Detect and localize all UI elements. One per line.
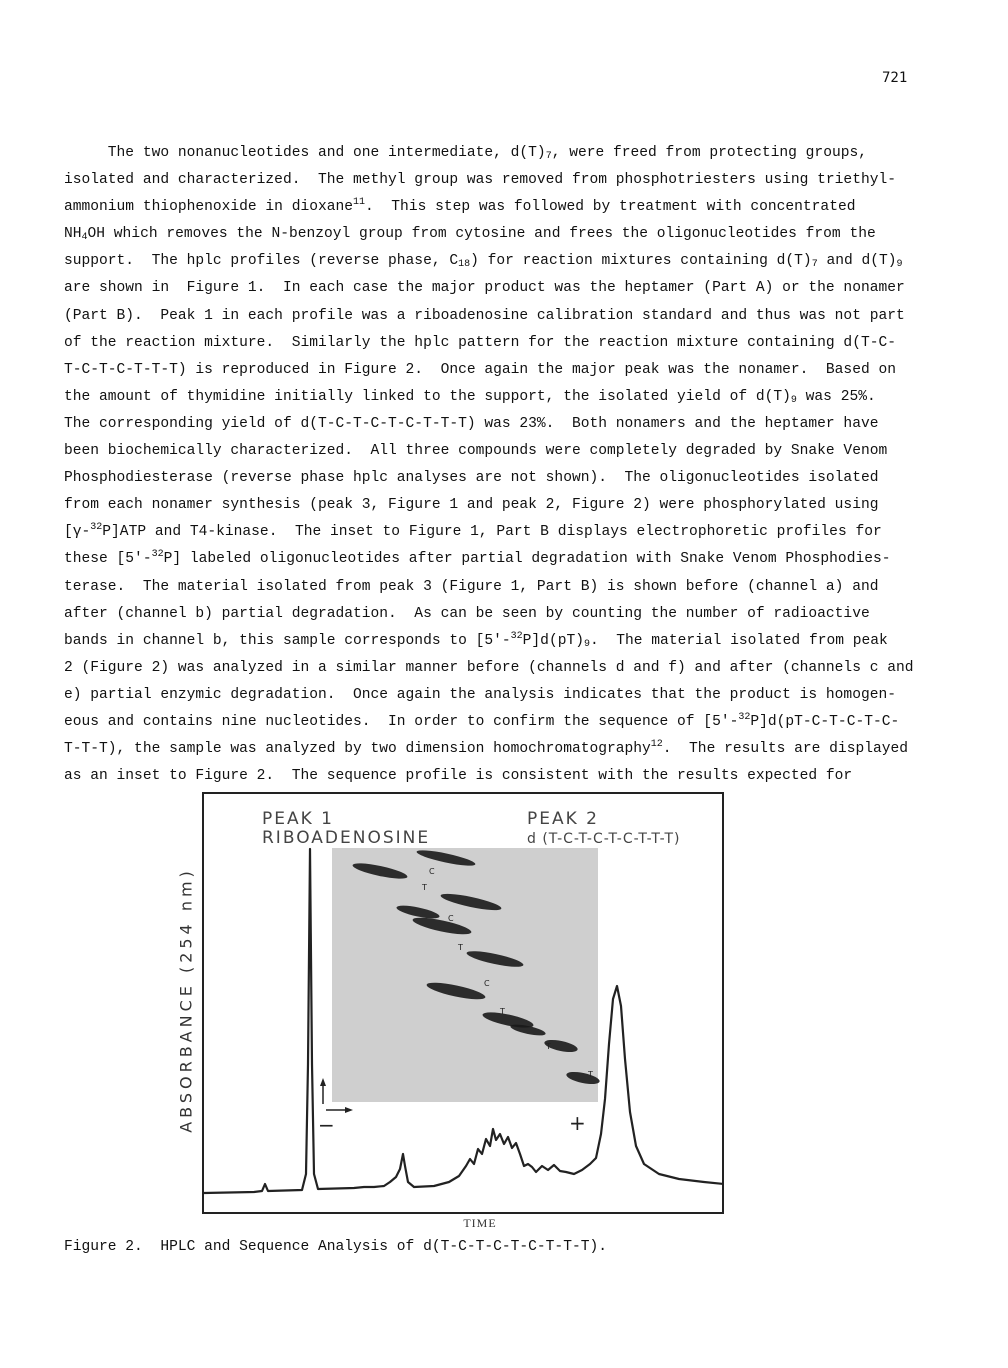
text-segment: ) for reaction mixtures containing d(T): [470, 253, 812, 270]
text-segment: was 25%.: [796, 388, 876, 405]
text-segment: 7: [545, 151, 552, 162]
text-segment: bands in channel b, this sample corresponds to [5'-: [64, 632, 511, 649]
text-segment: T-C-T-C-T-T-T) is reproduced in Figure 2. Once again the major peak was the nonamer. Based on: [64, 361, 896, 378]
text-segment: (Part B). Peak 1 in each profile was a riboadenosine calibration standard and thus was not part: [64, 307, 905, 324]
text-segment: . The material isolated from peak: [590, 632, 888, 649]
text-segment: P]d(pT-C-T-C-T-C-: [750, 713, 900, 730]
text-segment: 9: [583, 638, 590, 650]
text-segment: isolated and characterized. The methyl group was removed from phosphotriesters using triethyl-: [64, 172, 896, 189]
text-segment: 11: [353, 197, 366, 209]
text-line: [64, 492, 944, 519]
text-segment: 32: [510, 630, 523, 642]
band-label: C: [429, 867, 435, 876]
text-segment: 9: [896, 259, 903, 271]
text-line: [64, 763, 944, 790]
y-axis-label: ABSORBANCE (254 nm): [176, 867, 196, 1133]
text-segment: and d(T): [817, 253, 897, 270]
band-label: C: [484, 979, 490, 988]
inset-plus: +: [569, 1111, 586, 1135]
text-line: [64, 709, 944, 736]
text-segment: 32: [738, 711, 751, 723]
peak1-label: PEAK 1: [262, 809, 334, 829]
text-segment: OH which removes the N-benzoyl group from cytosine and frees the oligonucleotides from the: [87, 226, 876, 243]
text-line: [64, 167, 944, 194]
text-line: [64, 519, 944, 546]
text-segment: support. The hplc profiles (reverse phase, C: [64, 253, 459, 270]
text-line: [64, 655, 944, 682]
text-line: [64, 330, 944, 357]
text-segment: 32: [151, 549, 164, 561]
text-line: [64, 275, 944, 302]
text-segment: NH: [64, 226, 82, 243]
text-segment: e) partial enzymic degradation. Once again the analysis indicates that the product is homogen-: [64, 686, 896, 703]
text-segment: the amount of thymidine initially linked to the support, the isolated yield of d(T): [64, 388, 791, 405]
peak1-compound-label: RIBOADENOSINE: [262, 828, 431, 848]
text-segment: are shown in Figure 1. In each case the major product was the heptamer (Part A) or the nonamer: [64, 280, 905, 297]
text-line: [64, 574, 944, 601]
band-label: T: [546, 1042, 551, 1051]
band-label: T: [500, 1007, 505, 1016]
text-line: [64, 384, 944, 411]
inset-gel-background: [332, 848, 598, 1102]
page-number: 721: [882, 70, 908, 86]
text-line: [64, 465, 944, 492]
text-segment: these [5'-: [64, 551, 152, 568]
text-segment: P]d(pT): [522, 632, 584, 649]
text-segment: The two nonanucleotides and one intermediate, d(T): [64, 145, 546, 161]
text-line: [64, 601, 944, 628]
text-line: [64, 546, 944, 573]
inset-minus: −: [318, 1113, 335, 1137]
text-line: [64, 682, 944, 709]
text-segment: ammonium thiophenoxide in dioxane: [64, 199, 354, 216]
text-segment: 18: [458, 259, 471, 271]
text-segment: . The results are displayed: [662, 741, 908, 758]
band-label: C: [448, 914, 454, 923]
text-segment: T-T-T), the sample was analyzed by two dimension homochromatography: [64, 741, 651, 758]
text-segment: 9: [790, 394, 797, 406]
text-segment: 32: [90, 522, 103, 534]
text-segment: [γ-: [64, 524, 91, 541]
text-line: [64, 357, 944, 384]
text-segment: 2 (Figure 2) was analyzed in a similar manner before (channels d and f) and after (channels c and: [64, 659, 914, 676]
text-line: [64, 628, 944, 655]
text-segment: The corresponding yield of d(T-C-T-C-T-C-T-T-T) was 23%. Both nonamers and the heptamer have: [64, 415, 879, 432]
text-line: [64, 140, 944, 167]
text-segment: of the reaction mixture. Similarly the hplc pattern for the reaction mixture containing d(T-C-: [64, 334, 896, 351]
band-label: T: [422, 883, 427, 892]
peak2-compound-label: d (T-C-T-C-T-C-T-T-T): [527, 831, 681, 847]
text-segment: , were freed from protecting groups,: [551, 145, 867, 161]
text-segment: P]ATP and T4-kinase. The inset to Figure 1, Part B displays electrophoretic profiles for: [102, 524, 882, 541]
inset-arrow-up-head: [320, 1078, 326, 1086]
x-axis-label: TIME: [463, 1216, 497, 1230]
text-segment: as an inset to Figure 2. The sequence profile is consistent with the results expected for: [64, 768, 853, 785]
text-segment: P] labeled oligonucleotides after partial degradation with Snake Venom Phosphodies-: [163, 551, 891, 568]
text-line: [64, 438, 944, 465]
text-segment: terase. The material isolated from peak 3 (Figure 1, Part B) is shown before (channel a) and: [64, 578, 879, 595]
text-line: [64, 736, 944, 763]
figure-caption: Figure 2. HPLC and Sequence Analysis of d(T-C-T-C-T-C-T-T-T).: [64, 1239, 607, 1255]
text-line: [64, 248, 944, 275]
text-segment: . This step was followed by treatment with concentrated: [365, 199, 856, 216]
text-line: [64, 194, 944, 221]
peak2-label: PEAK 2: [527, 809, 599, 829]
text-segment: been biochemically characterized. All three compounds were completely degraded by Snake Venom: [64, 443, 888, 460]
figure-2-chromatogram: [202, 792, 724, 1214]
band-label: T: [458, 943, 463, 952]
inset-arrow-right-head: [345, 1107, 353, 1113]
text-segment: 12: [650, 739, 663, 751]
text-segment: 7: [811, 259, 818, 271]
text-segment: Phosphodiesterase (reverse phase hplc analyses are not shown). The oligonucleotides isolated: [64, 470, 879, 487]
band-label: T: [588, 1070, 593, 1079]
body-paragraph: [64, 140, 944, 790]
text-line: [64, 411, 944, 438]
text-segment: from each nonamer synthesis (peak 3, Figure 1 and peak 2, Figure 2) were phosphorylated using: [64, 497, 879, 514]
text-segment: after (channel b) partial degradation. As can be seen by counting the number of radioactive: [64, 605, 870, 622]
text-line: [64, 303, 944, 330]
text-line: [64, 221, 944, 248]
chromatogram-svg: [204, 794, 722, 1212]
text-segment: eous and contains nine nucleotides. In order to confirm the sequence of [5'-: [64, 713, 739, 730]
text-segment: 4: [81, 232, 88, 244]
